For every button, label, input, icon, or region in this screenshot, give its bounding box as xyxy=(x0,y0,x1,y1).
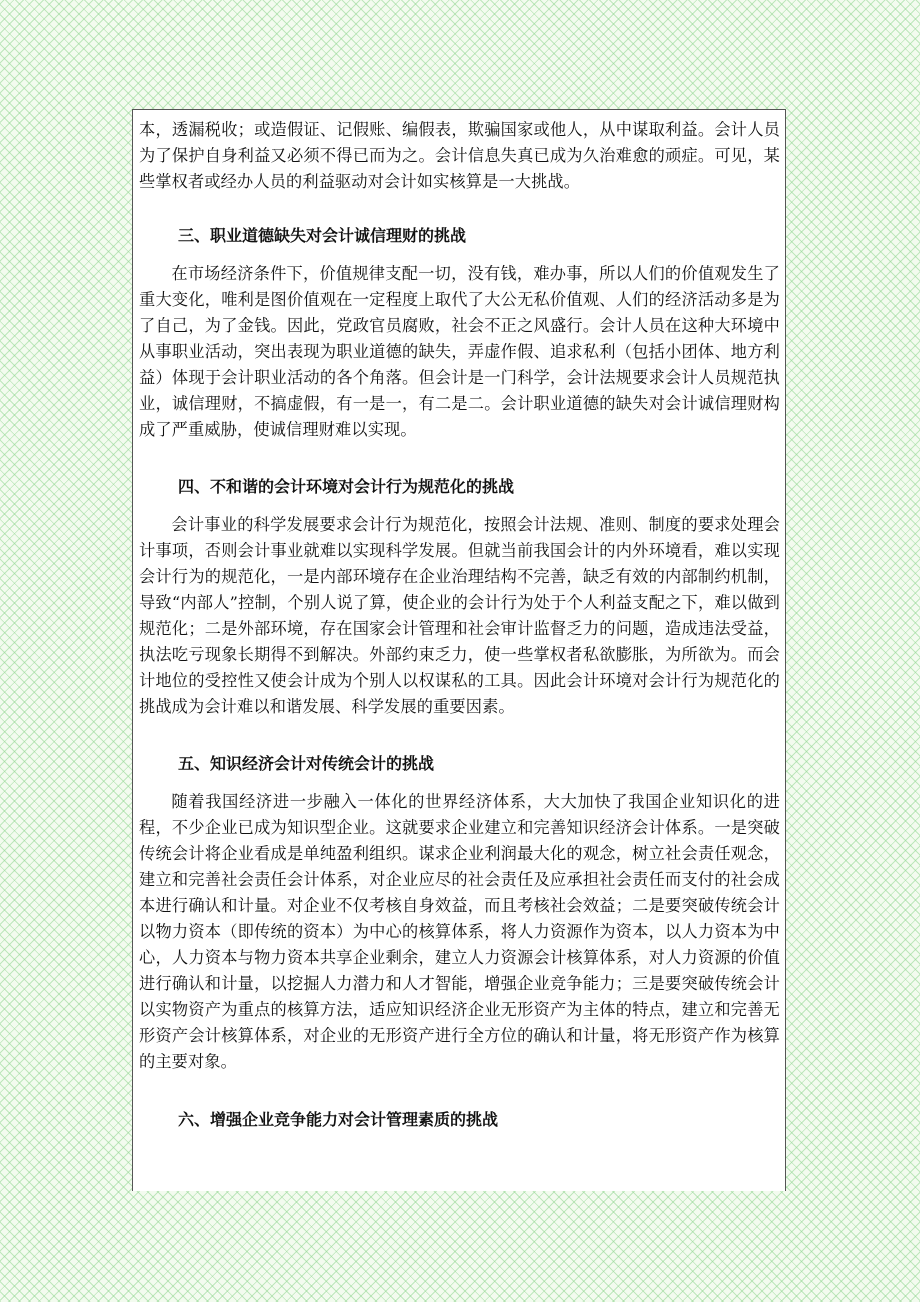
section-body-3: 在市场经济条件下，价值规律支配一切，没有钱，难办事，所以人们的价值观发生了重大变化，唯利是图价值观在一定程度上取代了大公无私价值观、人们的经济活动多是为了自己，为了金钱。因此，党政官员腐败，社会不正之风盛行。会计人员在这种大环境中从事职业活动，突出表现为职业道德的缺失，弄虚作假、追求私利（包括小团体、地方利益）体现于会计职业活动的各个角落。但会计是一门科学，会计法规要求会计人员规范执业，诚信理财，不搞虚假，有一是一，有二是二。会计职业道德的缺失对会计诚信理财构成了严重威胁，使诚信理财难以实现。 xyxy=(139,264,780,439)
document-content xyxy=(139,117,780,1133)
document-page xyxy=(132,109,786,1191)
section-body-5: 随着我国经济进一步融入一体化的世界经济体系，大大加快了我国企业知识化的进程，不少企业已成为知识型企业。这就要求企业建立和完善知识经济会计体系。一是突破传统会计将企业看成是单纯盈利组织。谋求企业利润最大化的观念，树立社会责任观念，建立和完善社会责任会计体系，对企业应尽的社会责任及应承担社会责任而支付的社会成本进行确认和计量。对企业不仅考核自身效益，而且考核社会效益；二是要突破传统会计以物力资本（即传统的资本）为中心的核算体系，将人力资源作为资本，以人力资本为中心，人力资本与物力资本共享企业剩余，建立人力资源会计核算体系，对人力资源的价值进行确认和计量，以挖掘人力潜力和人才智能，增强企业竞争能力；三是要突破传统会计以实物资产为重点的核算方法，适应知识经济企业无形资产为主体的特点，建立和完善无形资产会计核算体系，对企业的无形资产进行全方位的确认和计量，将无形资产作为核算的主要对象。 xyxy=(139,792,780,1071)
section-body-4: 会计事业的科学发展要求会计行为规范化，按照会计法规、准则、制度的要求处理会计事项，否则会计事业就难以实现科学发展。但就当前我国会计的内外环境看，难以实现会计行为的规范化，一是内部环境存在企业治理结构不完善，缺乏有效的内部制约机制，导致“内部人”控制，个别人说了算，使企业的会计行为处于个人利益支配之下，难以做到规范化；二是外部环境，存在国家会计管理和社会审计监督乏力的问题，造成违法受益，执法吃亏现象长期得不到解决。外部约束乏力，使一些掌权者私欲膨胀，为所欲为。而会计地位的受控性又使会计成为个别人以权谋私的工具。因此会计环境对会计行为规范化的挑战成为会计难以和谐发展、科学发展的重要因素。 xyxy=(139,515,780,716)
section-heading-6: 六、增强企业竞争能力对会计管理素质的挑战 xyxy=(178,1110,499,1129)
section-heading-4: 四、不和谐的会计环境对会计行为规范化的挑战 xyxy=(178,477,515,496)
section-heading-5: 五、知识经济会计对传统会计的挑战 xyxy=(178,754,435,773)
intro-paragraph: 本，透漏税收；或造假证、记假账、编假表，欺骗国家或他人，从中谋取利益。会计人员为了保护自身利益又必须不得已而为之。会计信息失真已成为久治难愈的顽症。可见，某些掌权者或经办人员的利益驱动对会计如实核算是一大挑战。 xyxy=(139,120,780,191)
section-heading-3: 三、职业道德缺失对会计诚信理财的挑战 xyxy=(178,226,467,245)
